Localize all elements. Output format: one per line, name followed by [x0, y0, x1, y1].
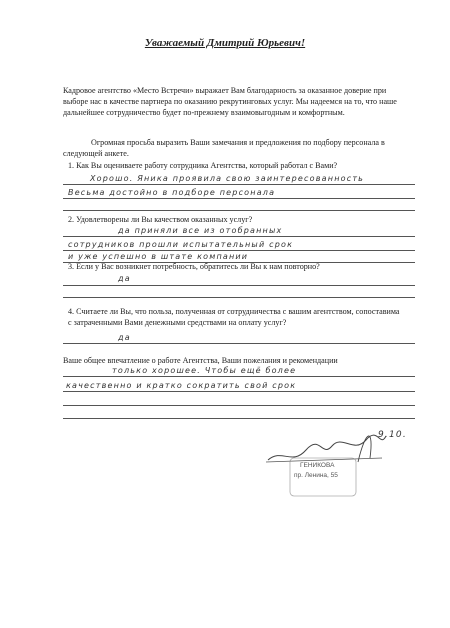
answer-line — [63, 285, 415, 286]
answer-line — [63, 343, 415, 344]
answer-1-line-1: Хорошо. Яника проявила свою заинтересованность — [90, 174, 365, 183]
answer-2-line-2: сотрудников прошли испытательный срок — [68, 240, 294, 249]
answer-2-line-3: и уже успешно в штате компании — [68, 252, 249, 261]
question-1: 1. Как Вы оцениваете работу сотрудника Агентства, который работал с Вами? — [68, 161, 338, 170]
answer-line — [63, 184, 415, 185]
answer-line — [63, 236, 415, 237]
answer-line — [63, 250, 415, 251]
overall-answer-line-1: только хорошее. Чтобы ещё более — [112, 366, 297, 375]
question-2: 2. Удовлетворены ли Вы качеством оказанных услуг? — [68, 215, 253, 224]
answer-4-line-1: да — [118, 333, 131, 342]
stamp-line-1: ГЕНИКОВА — [300, 462, 335, 469]
request-paragraph: Огромная просьба выразить Ваши замечания и предложения по подбору персонала в следующей анкете. — [63, 138, 385, 158]
company-stamp — [288, 450, 358, 500]
answer-1-line-2: Весьма достойно в подборе персонала — [68, 188, 276, 197]
answer-line — [63, 391, 415, 392]
stamp-line-2: пр. Ленина, 55 — [294, 472, 338, 479]
answer-3-line-1: да — [118, 274, 131, 283]
question-4: 4. Считаете ли Вы, что польза, полученная от сотрудничества с вашим агентством, сопоставима с затраченными Вами денежными средствами на оплату услуг? — [68, 307, 400, 327]
overall-impression-label: Ваше общее впечатление о работе Агентства, Ваши пожелания и рекомендации — [63, 356, 338, 365]
letter-title: Уважаемый Дмитрий Юрьевич! — [144, 37, 306, 49]
answer-2-line-1: да приняли все из отобранных — [118, 226, 283, 235]
answer-line — [63, 376, 415, 377]
answer-line — [63, 297, 415, 298]
answer-line — [63, 198, 415, 199]
intro-paragraph: Кадровое агентство «Место Встречи» выражает Вам благодарность за оказанное доверие при выборе нас в качестве партнера по оказанию рекрутинговых услуг. Мы надеемся на то, что наше дальнейшее сотрудничество будет по-прежнему взаимовыгодным и комфортным. — [63, 86, 397, 117]
answer-line — [63, 210, 415, 211]
signature-date: 9.10. — [378, 430, 407, 440]
answer-line — [63, 405, 415, 406]
question-3: 3. Если у Вас возникнет потребность, обратитесь ли Вы к нам повторно? — [68, 262, 320, 271]
overall-answer-line-2: качественно и кратко сократить свой срок — [66, 381, 297, 390]
